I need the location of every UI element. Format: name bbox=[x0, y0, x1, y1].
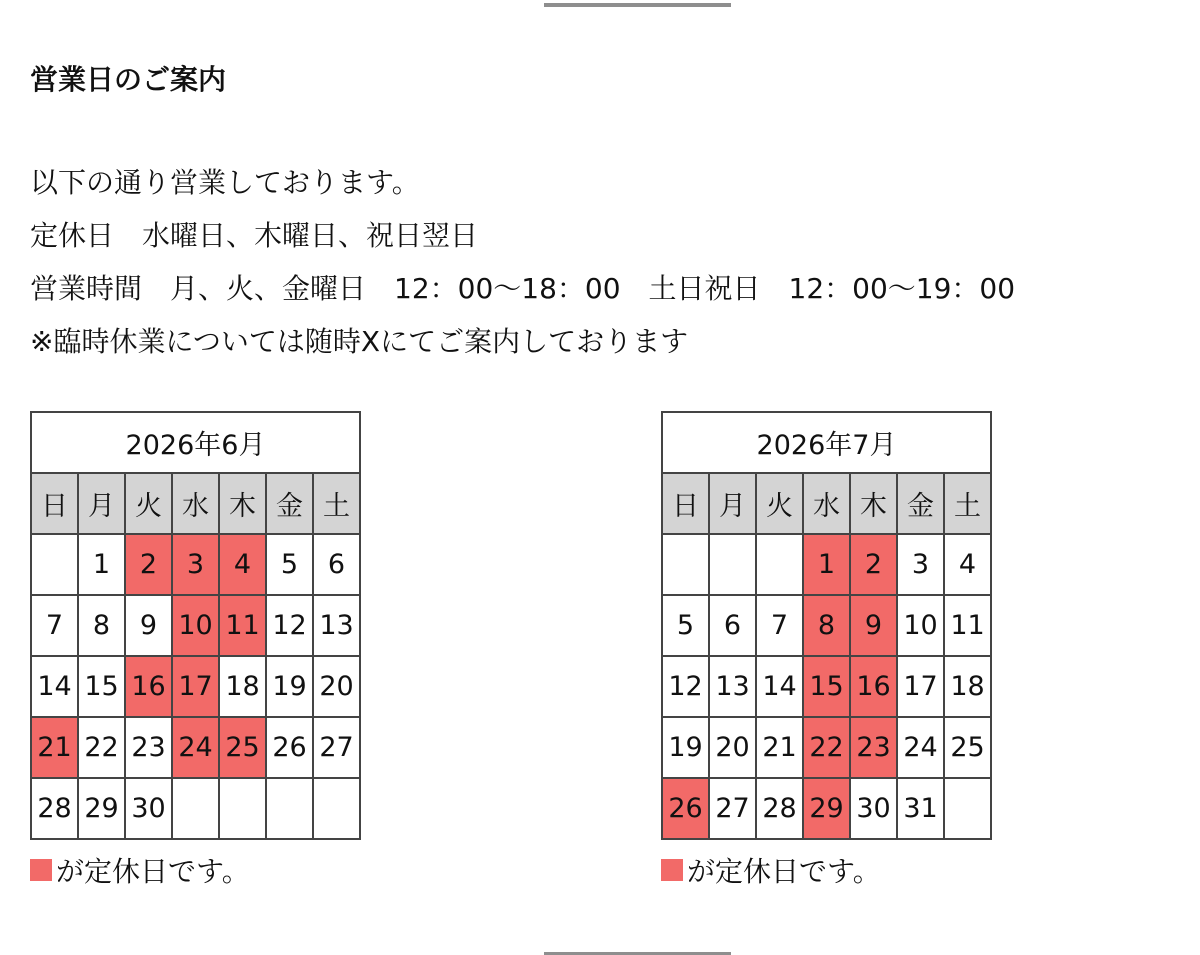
weekday-header-row bbox=[662, 473, 991, 534]
calendar-day: 20 bbox=[709, 717, 756, 778]
calendar-day: 5 bbox=[266, 534, 313, 595]
calendar-day: 15 bbox=[78, 656, 125, 717]
calendar-day-closed: 9 bbox=[850, 595, 897, 656]
calendar-month-title: 2026年7月 bbox=[662, 412, 991, 473]
calendar-day-closed: 26 bbox=[662, 778, 709, 839]
legend bbox=[661, 850, 992, 890]
weekday-header: 月 bbox=[709, 473, 756, 534]
calendar-day: 5 bbox=[662, 595, 709, 656]
calendar-day: 29 bbox=[78, 778, 125, 839]
calendar-empty-cell bbox=[662, 534, 709, 595]
calendar-day: 13 bbox=[313, 595, 360, 656]
legend-text: が定休日です。 bbox=[56, 855, 250, 888]
calendar-day-closed: 29 bbox=[803, 778, 850, 839]
calendar-empty-cell bbox=[219, 778, 266, 839]
intro-line: 以下の通り営業しております。 bbox=[30, 166, 420, 199]
calendar-day: 3 bbox=[897, 534, 944, 595]
calendar-day: 7 bbox=[756, 595, 803, 656]
calendar-day-closed: 10 bbox=[172, 595, 219, 656]
closed-days-line: 定休日 水曜日、木曜日、祝日翌日 bbox=[30, 219, 479, 252]
calendar-july bbox=[661, 411, 992, 890]
calendar-day-closed: 16 bbox=[850, 656, 897, 717]
calendar-day: 10 bbox=[897, 595, 944, 656]
weekday-header: 日 bbox=[662, 473, 709, 534]
calendar-day-closed: 21 bbox=[31, 717, 78, 778]
calendar-day: 27 bbox=[313, 717, 360, 778]
calendar-empty-cell bbox=[172, 778, 219, 839]
weekday-header-row bbox=[31, 473, 360, 534]
calendar-empty-cell bbox=[709, 534, 756, 595]
calendar-day: 26 bbox=[266, 717, 313, 778]
calendar-grid bbox=[661, 411, 992, 840]
calendar-week-row bbox=[662, 534, 991, 595]
calendar-day: 14 bbox=[756, 656, 803, 717]
calendar-day: 4 bbox=[944, 534, 991, 595]
calendar-week-row bbox=[662, 778, 991, 839]
weekday-header: 水 bbox=[172, 473, 219, 534]
calendar-day: 24 bbox=[897, 717, 944, 778]
calendar-week-row bbox=[31, 656, 360, 717]
calendar-day-closed: 16 bbox=[125, 656, 172, 717]
calendar-day-closed: 15 bbox=[803, 656, 850, 717]
calendar-day: 27 bbox=[709, 778, 756, 839]
calendar-day-closed: 24 bbox=[172, 717, 219, 778]
calendar-day: 18 bbox=[944, 656, 991, 717]
calendar-day-closed: 17 bbox=[172, 656, 219, 717]
calendar-day: 6 bbox=[709, 595, 756, 656]
calendar-day: 17 bbox=[897, 656, 944, 717]
calendar-week-row bbox=[662, 717, 991, 778]
weekday-header: 木 bbox=[219, 473, 266, 534]
temporary-closure-note: ※臨時休業については随時Xにてご案内しております bbox=[30, 325, 689, 358]
page-title: 営業日のご案内 bbox=[30, 63, 227, 96]
calendar-day: 22 bbox=[78, 717, 125, 778]
legend bbox=[30, 850, 361, 890]
calendar-week-row bbox=[662, 656, 991, 717]
weekday-header: 日 bbox=[31, 473, 78, 534]
calendar-week-row bbox=[31, 595, 360, 656]
calendar-day-closed: 2 bbox=[850, 534, 897, 595]
calendar-empty-cell bbox=[944, 778, 991, 839]
calendar-day: 18 bbox=[219, 656, 266, 717]
calendar-week-row bbox=[31, 717, 360, 778]
calendar-day: 13 bbox=[709, 656, 756, 717]
calendar-day: 9 bbox=[125, 595, 172, 656]
calendar-day: 30 bbox=[850, 778, 897, 839]
calendar-day: 20 bbox=[313, 656, 360, 717]
calendar-day-closed: 2 bbox=[125, 534, 172, 595]
calendar-day: 1 bbox=[78, 534, 125, 595]
weekday-header: 金 bbox=[266, 473, 313, 534]
calendar-day-closed: 4 bbox=[219, 534, 266, 595]
closed-day-swatch bbox=[30, 859, 52, 881]
calendar-day: 28 bbox=[756, 778, 803, 839]
calendar-day: 23 bbox=[125, 717, 172, 778]
calendar-weeks bbox=[662, 534, 991, 839]
calendar-day-closed: 25 bbox=[219, 717, 266, 778]
closed-day-swatch bbox=[661, 859, 683, 881]
calendar-day: 31 bbox=[897, 778, 944, 839]
weekday-header: 火 bbox=[756, 473, 803, 534]
calendar-day: 21 bbox=[756, 717, 803, 778]
weekday-header: 水 bbox=[803, 473, 850, 534]
calendar-day: 30 bbox=[125, 778, 172, 839]
weekday-header: 土 bbox=[944, 473, 991, 534]
weekday-header: 月 bbox=[78, 473, 125, 534]
business-info bbox=[30, 156, 1015, 368]
calendar-month-title: 2026年6月 bbox=[31, 412, 360, 473]
weekday-header: 木 bbox=[850, 473, 897, 534]
calendar-week-row bbox=[31, 778, 360, 839]
calendar-day-closed: 11 bbox=[219, 595, 266, 656]
business-hours-line: 営業時間 月、火、金曜日 12：00〜18：00 土日祝日 12：00〜19：00 bbox=[30, 272, 1016, 305]
weekday-header: 土 bbox=[313, 473, 360, 534]
calendar-weeks bbox=[31, 534, 360, 839]
calendar-day-closed: 3 bbox=[172, 534, 219, 595]
calendar-grid bbox=[30, 411, 361, 840]
calendar-day: 19 bbox=[662, 717, 709, 778]
calendar-day: 25 bbox=[944, 717, 991, 778]
weekday-header: 金 bbox=[897, 473, 944, 534]
calendar-empty-cell bbox=[313, 778, 360, 839]
calendar-day-closed: 1 bbox=[803, 534, 850, 595]
calendar-week-row bbox=[662, 595, 991, 656]
calendar-day-closed: 22 bbox=[803, 717, 850, 778]
calendar-empty-cell bbox=[756, 534, 803, 595]
calendar-day: 28 bbox=[31, 778, 78, 839]
calendar-day: 11 bbox=[944, 595, 991, 656]
calendar-day: 19 bbox=[266, 656, 313, 717]
calendar-empty-cell bbox=[31, 534, 78, 595]
weekday-header: 火 bbox=[125, 473, 172, 534]
calendar-day: 14 bbox=[31, 656, 78, 717]
calendar-day-closed: 23 bbox=[850, 717, 897, 778]
calendar-day: 7 bbox=[31, 595, 78, 656]
calendar-week-row bbox=[31, 534, 360, 595]
legend-text: が定休日です。 bbox=[687, 855, 881, 888]
calendar-day-closed: 8 bbox=[803, 595, 850, 656]
calendar-day: 8 bbox=[78, 595, 125, 656]
calendar-empty-cell bbox=[266, 778, 313, 839]
calendar-day: 12 bbox=[266, 595, 313, 656]
calendar-day: 12 bbox=[662, 656, 709, 717]
top-divider bbox=[544, 3, 731, 7]
calendar-day: 6 bbox=[313, 534, 360, 595]
calendar-june bbox=[30, 411, 361, 890]
